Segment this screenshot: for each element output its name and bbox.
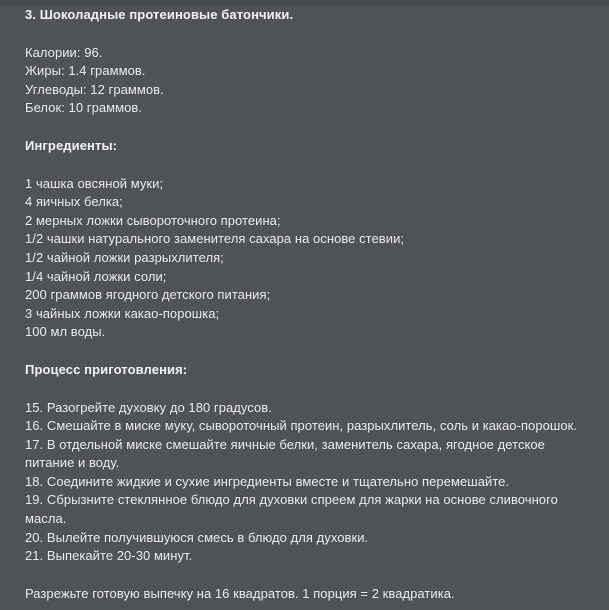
list-item: 15. Разогрейте духовку до 180 градусов. (25, 399, 272, 415)
list-item: 21. Выпекайте 20-30 минут. (25, 548, 193, 564)
spacer-after-title (25, 25, 595, 44)
spacer-after-ingredients-heading (25, 156, 595, 175)
list-item: 20. Вылейте получившуюся смесь в блюдо для духовки. (25, 529, 369, 545)
nutrition-calories: Калории: 96. (25, 44, 103, 60)
list-item: 1/2 чашки натурального заменителя сахара на основе стевии; (25, 231, 405, 247)
nutrition-carbs: Углеводы: 12 граммов. (25, 81, 164, 97)
spacer-after-nutrition (25, 118, 595, 137)
recipe-title: 3. Шоколадные протеиновые батончики. (25, 7, 294, 22)
list-item: 2 мерных ложки сывороточного протеина; (25, 212, 281, 228)
process-heading: Процесс приготовления: (25, 361, 188, 377)
list-item: 1/4 чайной ложки соли; (25, 268, 167, 284)
ingredients-heading: Ингредиенты: (25, 137, 118, 153)
list-item: 200 граммов ягодного детского питания; (25, 287, 271, 303)
nutrition-list (25, 44, 595, 118)
list-item: 1/2 чайной ложки разрыхлителя; (25, 249, 224, 265)
spacer-after-process-heading (25, 380, 595, 399)
list-item: 18. Соедините жидкие и сухие ингредиенты вместе и тщательно перемешайте. (25, 473, 510, 489)
list-item: 1 чашка овсяной муки; (25, 175, 164, 191)
recipe-footer-note: Разрежьте готовую выпечку на 16 квадратов. 1 порция = 2 квадратика. (25, 585, 455, 601)
nutrition-fats: Жиры: 1.4 граммов. (25, 63, 146, 79)
ingredients-list (25, 175, 595, 342)
list-item: 16. Смешайте в миске муку, сывороточный протеин, разрыхлитель, соль и какао-порошок. (25, 418, 578, 434)
list-item: 3 чайных ложки какао-порошка; (25, 305, 220, 321)
list-item: 19. Сбрызните стеклянное блюдо для духовки спреем для жарки на основе сливочного масла. (25, 492, 558, 527)
nutrition-protein: Белок: 10 граммов. (25, 100, 142, 116)
steps-list (25, 399, 595, 566)
list-item: 17. В отдельной миске смешайте яичные белки, заменитель сахара, ягодное детское питание и воду. (25, 436, 545, 471)
list-item: 100 мл воды. (25, 324, 106, 340)
spacer-before-footer (25, 566, 595, 585)
list-item: 4 яичных белка; (25, 194, 123, 210)
recipe-content (0, 6, 609, 603)
spacer-before-process (25, 342, 595, 361)
